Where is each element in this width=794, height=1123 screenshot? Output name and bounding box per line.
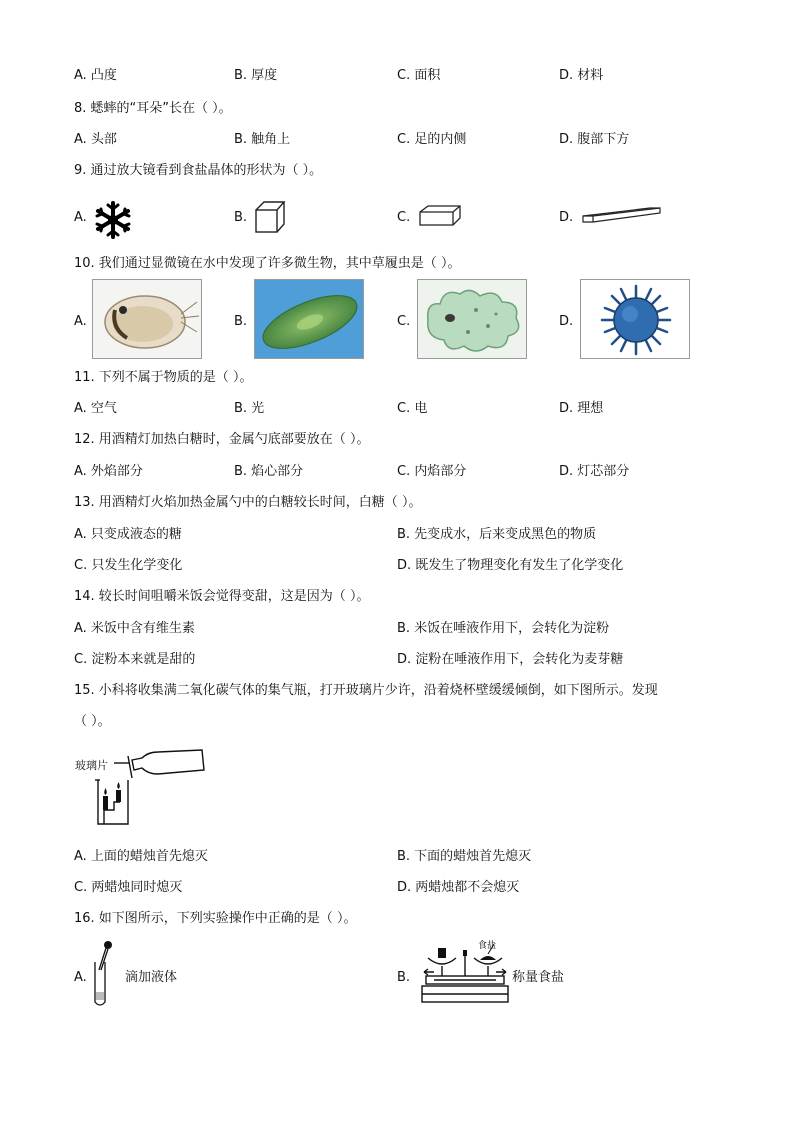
q14-option-c: C. 淀粉本来就是甜的 xyxy=(74,652,196,667)
water-flea-image xyxy=(92,279,202,359)
snowflake-icon xyxy=(93,200,133,240)
co2-pouring-diagram xyxy=(92,748,210,828)
q13-option-a: A. 只变成液态的糖 xyxy=(74,527,182,542)
dropper-test-tube-diagram xyxy=(90,940,114,1010)
q8-stem: 8. 蟋蟀的“耳朵”长在（ ）。 xyxy=(74,101,232,116)
q15-option-b: B. 下面的蜡烛首先熄灭 xyxy=(397,849,532,864)
q14-stem: 14. 较长时间咀嚼米饭会觉得变甜，这是因为（ ）。 xyxy=(74,589,370,604)
q10-stem: 10. 我们通过显微镜在水中发现了许多微生物，其中草履虫是（ ）。 xyxy=(74,256,461,271)
q16-option-a: A. xyxy=(74,970,87,985)
q13-option-c: C. 只发生化学变化 xyxy=(74,558,183,573)
q8-option-a: A. 头部 xyxy=(74,132,117,147)
flat-prism-crystal-icon xyxy=(416,203,464,229)
q15-option-d: D. 两蜡烛都不会熄灭 xyxy=(397,880,520,895)
paramecium-image xyxy=(254,279,364,359)
q8-option-c: C. 足的内侧 xyxy=(397,132,467,147)
q7-option-c: C. 面积 xyxy=(397,68,441,83)
q12-option-c: C. 内焰部分 xyxy=(397,464,467,479)
q10-option-b: B. xyxy=(234,314,248,329)
q11-option-b: B. 光 xyxy=(234,401,265,416)
q15-figure-label: 玻璃片 xyxy=(75,759,108,772)
q9-option-d: D. xyxy=(559,210,574,225)
q11-stem: 11. 下列不属于物质的是（ ）。 xyxy=(74,370,253,385)
cube-crystal-icon xyxy=(253,200,287,236)
q7-option-d: D. 材料 xyxy=(559,68,604,83)
q10-option-d: D. xyxy=(559,314,574,329)
q10-option-c: C. xyxy=(397,314,411,329)
q16-option-b: B. xyxy=(397,970,411,985)
q8-option-b: B. 触角上 xyxy=(234,132,291,147)
q11-option-c: C. 电 xyxy=(397,401,428,416)
q15-stem-continued: （ ）。 xyxy=(74,714,111,729)
q9-option-c: C. xyxy=(397,210,411,225)
amoeba-image xyxy=(417,279,527,359)
q15-stem: 15. 小科将收集满二氧化碳气体的集气瓶，打开玻璃片少许，沿着烧杯壁缓缓倾倒，如下图所示。发现 xyxy=(74,683,658,698)
q7-option-b: B. 厚度 xyxy=(234,68,278,83)
q14-option-d: D. 淀粉在唾液作用下，会转化为麦芽糖 xyxy=(397,652,624,667)
q16-option-a-text: 滴加液体 xyxy=(125,970,178,985)
virus-image xyxy=(580,279,690,359)
q16-option-b-text: 称量食盐 xyxy=(512,970,565,985)
needle-crystal-icon xyxy=(580,204,664,226)
q16-stem: 16. 如下图所示，下列实验操作中正确的是（ ）。 xyxy=(74,911,357,926)
balance-scale-diagram xyxy=(420,936,510,1011)
q8-option-d: D. 腹部下方 xyxy=(559,132,630,147)
q12-option-b: B. 焰心部分 xyxy=(234,464,304,479)
q14-option-a: A. 米饭中含有维生素 xyxy=(74,621,195,636)
q10-option-a: A. xyxy=(74,314,87,329)
q12-stem: 12. 用酒精灯加热白糖时，金属勺底部要放在（ ）。 xyxy=(74,432,370,447)
q7-option-a: A. 凸度 xyxy=(74,68,117,83)
q16-scale-label: 食盐 xyxy=(478,941,497,951)
q9-option-b: B. xyxy=(234,210,248,225)
q11-option-a: A. 空气 xyxy=(74,401,117,416)
q15-option-c: C. 两蜡烛同时熄灭 xyxy=(74,880,183,895)
q14-option-b: B. 米饭在唾液作用下，会转化为淀粉 xyxy=(397,621,610,636)
q9-stem: 9. 通过放大镜看到食盐晶体的形状为（ ）。 xyxy=(74,163,323,178)
q12-option-a: A. 外焰部分 xyxy=(74,464,143,479)
q9-option-a: A. xyxy=(74,210,87,225)
q13-option-d: D. 既发生了物理变化有发生了化学变化 xyxy=(397,558,624,573)
q12-option-d: D. 灯芯部分 xyxy=(559,464,630,479)
q13-option-b: B. 先变成水，后来变成黑色的物质 xyxy=(397,527,597,542)
q15-option-a: A. 上面的蜡烛首先熄灭 xyxy=(74,849,208,864)
q11-option-d: D. 理想 xyxy=(559,401,604,416)
q13-stem: 13. 用酒精灯火焰加热金属勺中的白糖较长时间，白糖（ ）。 xyxy=(74,495,422,510)
